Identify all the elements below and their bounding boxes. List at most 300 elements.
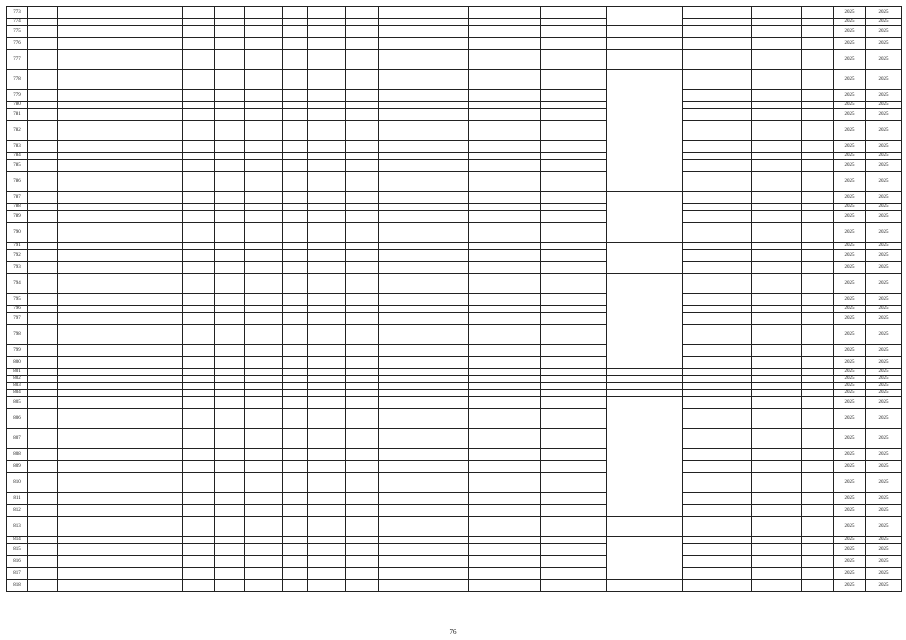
table-row: [7, 517, 902, 537]
work-type-cell: [379, 537, 469, 544]
build-year-cell: [183, 357, 215, 369]
work-type-cell: [379, 461, 469, 473]
address-cell: [58, 376, 183, 383]
category-cell: [215, 211, 245, 223]
row-number-cell: 812: [7, 505, 28, 517]
house-total-cell: [607, 537, 683, 580]
limit-cost-cell: [752, 306, 802, 313]
limit-cost-cell: [752, 357, 802, 369]
floors-cell: [283, 580, 308, 592]
control-cost-cell: [541, 7, 607, 19]
floors-cell: [283, 243, 308, 250]
unit-cost-cell: [683, 243, 752, 250]
work-cost-cell: [469, 102, 541, 109]
floors-cell: [283, 204, 308, 211]
year-end-cell: 2025: [866, 294, 902, 306]
year-start-cell: 2025: [834, 473, 866, 493]
floors-cell: [283, 26, 308, 38]
category-cell: [215, 50, 245, 70]
unit-cost-cell: [683, 369, 752, 376]
year-start-cell: 2025: [834, 369, 866, 376]
house-number-cell: [28, 262, 58, 274]
category-cell: [215, 429, 245, 449]
row-number-cell: 809: [7, 461, 28, 473]
row-number-cell: 775: [7, 26, 28, 38]
address-cell: [58, 505, 183, 517]
year-start-cell: 2025: [834, 7, 866, 19]
year-start-cell: 2025: [834, 544, 866, 556]
row-number-cell: 776: [7, 38, 28, 50]
floors-cell: [283, 376, 308, 383]
address-cell: [58, 26, 183, 38]
control-cost-cell: [541, 192, 607, 204]
work-type-cell: [379, 7, 469, 19]
table-row: [7, 505, 902, 517]
area-cell: [308, 26, 346, 38]
year-end-cell: 2025: [866, 313, 902, 325]
work-cost-cell: [469, 517, 541, 537]
area-cell: [308, 369, 346, 376]
wall-material-cell: [245, 369, 283, 376]
page-number: 76: [449, 628, 457, 636]
area-cell: [308, 313, 346, 325]
category-cell: [215, 325, 245, 345]
rate-cell: [802, 568, 834, 580]
rate-cell: [802, 537, 834, 544]
category-cell: [215, 369, 245, 376]
category-cell: [215, 172, 245, 192]
category-cell: [215, 102, 245, 109]
house-number-cell: [28, 70, 58, 90]
control-cost-cell: [541, 429, 607, 449]
house-number-cell: [28, 243, 58, 250]
build-year-cell: [183, 313, 215, 325]
floors-cell: [283, 102, 308, 109]
area-cell: [308, 383, 346, 390]
house-number-cell: [28, 556, 58, 568]
wall-material-cell: [245, 383, 283, 390]
table-row: [7, 109, 902, 121]
year-end-cell: 2025: [866, 109, 902, 121]
control-cost-cell: [541, 70, 607, 90]
wall-material-cell: [245, 376, 283, 383]
control-cost-cell: [541, 357, 607, 369]
year-end-cell: 2025: [866, 473, 902, 493]
year-start-cell: 2025: [834, 449, 866, 461]
rate-cell: [802, 313, 834, 325]
year-end-cell: 2025: [866, 556, 902, 568]
row-number-cell: 804: [7, 390, 28, 397]
work-cost-cell: [469, 556, 541, 568]
category-cell: [215, 70, 245, 90]
work-type-cell: [379, 449, 469, 461]
row-number-cell: 779: [7, 90, 28, 102]
year-start-cell: 2025: [834, 50, 866, 70]
control-cost-cell: [541, 449, 607, 461]
rate-cell: [802, 294, 834, 306]
year-end-cell: 2025: [866, 409, 902, 429]
work-type-cell: [379, 429, 469, 449]
rate-cell: [802, 102, 834, 109]
year-end-cell: 2025: [866, 250, 902, 262]
work-cost-cell: [469, 204, 541, 211]
floors-cell: [283, 449, 308, 461]
area-cell: [308, 409, 346, 429]
house-number-cell: [28, 313, 58, 325]
work-type-cell: [379, 473, 469, 493]
row-number-cell: 777: [7, 50, 28, 70]
table-row: [7, 70, 902, 90]
wall-material-cell: [245, 556, 283, 568]
table-row: [7, 38, 902, 50]
address-cell: [58, 109, 183, 121]
limit-cost-cell: [752, 250, 802, 262]
floors-cell: [283, 50, 308, 70]
work-cost-cell: [469, 90, 541, 102]
unit-cost-cell: [683, 19, 752, 26]
year-end-cell: 2025: [866, 153, 902, 160]
wall-material-cell: [245, 568, 283, 580]
year-start-cell: 2025: [834, 274, 866, 294]
area-cell: [308, 397, 346, 409]
limit-cost-cell: [752, 568, 802, 580]
area-living-cell: [346, 7, 379, 19]
build-year-cell: [183, 325, 215, 345]
year-start-cell: 2025: [834, 397, 866, 409]
category-cell: [215, 357, 245, 369]
year-start-cell: 2025: [834, 243, 866, 250]
area-living-cell: [346, 160, 379, 172]
work-cost-cell: [469, 121, 541, 141]
rate-cell: [802, 409, 834, 429]
wall-material-cell: [245, 102, 283, 109]
area-cell: [308, 461, 346, 473]
limit-cost-cell: [752, 544, 802, 556]
house-number-cell: [28, 153, 58, 160]
build-year-cell: [183, 153, 215, 160]
area-living-cell: [346, 141, 379, 153]
unit-cost-cell: [683, 390, 752, 397]
row-number-cell: 805: [7, 397, 28, 409]
area-cell: [308, 153, 346, 160]
rate-cell: [802, 90, 834, 102]
work-cost-cell: [469, 376, 541, 383]
address-cell: [58, 397, 183, 409]
build-year-cell: [183, 19, 215, 26]
year-end-cell: 2025: [866, 306, 902, 313]
area-living-cell: [346, 274, 379, 294]
work-cost-cell: [469, 369, 541, 376]
control-cost-cell: [541, 90, 607, 102]
year-end-cell: 2025: [866, 243, 902, 250]
address-cell: [58, 294, 183, 306]
row-number-cell: 807: [7, 429, 28, 449]
row-number-cell: 815: [7, 544, 28, 556]
year-end-cell: 2025: [866, 568, 902, 580]
year-start-cell: 2025: [834, 294, 866, 306]
wall-material-cell: [245, 580, 283, 592]
rate-cell: [802, 473, 834, 493]
wall-material-cell: [245, 357, 283, 369]
address-cell: [58, 192, 183, 204]
floors-cell: [283, 38, 308, 50]
work-type-cell: [379, 493, 469, 505]
build-year-cell: [183, 473, 215, 493]
unit-cost-cell: [683, 580, 752, 592]
house-total-cell: [607, 274, 683, 369]
row-number-cell: 808: [7, 449, 28, 461]
floors-cell: [283, 556, 308, 568]
category-cell: [215, 7, 245, 19]
rate-cell: [802, 262, 834, 274]
floors-cell: [283, 461, 308, 473]
year-end-cell: 2025: [866, 429, 902, 449]
build-year-cell: [183, 250, 215, 262]
house-number-cell: [28, 473, 58, 493]
control-cost-cell: [541, 580, 607, 592]
work-type-cell: [379, 109, 469, 121]
year-start-cell: 2025: [834, 461, 866, 473]
limit-cost-cell: [752, 192, 802, 204]
row-number-cell: 794: [7, 274, 28, 294]
work-type-cell: [379, 211, 469, 223]
floors-cell: [283, 141, 308, 153]
area-cell: [308, 262, 346, 274]
table-row: [7, 204, 902, 211]
address-cell: [58, 580, 183, 592]
work-type-cell: [379, 153, 469, 160]
house-number-cell: [28, 376, 58, 383]
unit-cost-cell: [683, 211, 752, 223]
limit-cost-cell: [752, 397, 802, 409]
address-cell: [58, 172, 183, 192]
row-number-cell: 799: [7, 345, 28, 357]
year-end-cell: 2025: [866, 544, 902, 556]
work-cost-cell: [469, 544, 541, 556]
work-cost-cell: [469, 211, 541, 223]
year-start-cell: 2025: [834, 172, 866, 192]
work-type-cell: [379, 390, 469, 397]
address-cell: [58, 517, 183, 537]
house-total-cell: [607, 369, 683, 376]
area-cell: [308, 160, 346, 172]
work-type-cell: [379, 376, 469, 383]
area-living-cell: [346, 461, 379, 473]
build-year-cell: [183, 102, 215, 109]
area-cell: [308, 211, 346, 223]
category-cell: [215, 397, 245, 409]
control-cost-cell: [541, 294, 607, 306]
year-start-cell: 2025: [834, 121, 866, 141]
year-start-cell: 2025: [834, 38, 866, 50]
wall-material-cell: [245, 345, 283, 357]
category-cell: [215, 493, 245, 505]
work-type-cell: [379, 262, 469, 274]
rate-cell: [802, 50, 834, 70]
area-cell: [308, 192, 346, 204]
unit-cost-cell: [683, 409, 752, 429]
work-cost-cell: [469, 160, 541, 172]
year-end-cell: 2025: [866, 383, 902, 390]
house-number-cell: [28, 38, 58, 50]
control-cost-cell: [541, 313, 607, 325]
category-cell: [215, 192, 245, 204]
area-cell: [308, 544, 346, 556]
address-cell: [58, 38, 183, 50]
limit-cost-cell: [752, 50, 802, 70]
floors-cell: [283, 192, 308, 204]
year-start-cell: 2025: [834, 517, 866, 537]
area-living-cell: [346, 70, 379, 90]
table-row: [7, 409, 902, 429]
floors-cell: [283, 274, 308, 294]
unit-cost-cell: [683, 505, 752, 517]
area-cell: [308, 70, 346, 90]
wall-material-cell: [245, 172, 283, 192]
floors-cell: [283, 517, 308, 537]
address-cell: [58, 121, 183, 141]
category-cell: [215, 306, 245, 313]
area-living-cell: [346, 38, 379, 50]
floors-cell: [283, 262, 308, 274]
floors-cell: [283, 250, 308, 262]
area-living-cell: [346, 409, 379, 429]
rate-cell: [802, 517, 834, 537]
row-number-cell: 798: [7, 325, 28, 345]
house-number-cell: [28, 223, 58, 243]
limit-cost-cell: [752, 383, 802, 390]
control-cost-cell: [541, 109, 607, 121]
rate-cell: [802, 38, 834, 50]
work-type-cell: [379, 409, 469, 429]
floors-cell: [283, 357, 308, 369]
build-year-cell: [183, 294, 215, 306]
house-total-cell: [607, 50, 683, 70]
year-end-cell: 2025: [866, 449, 902, 461]
address-cell: [58, 50, 183, 70]
row-number-cell: 814: [7, 537, 28, 544]
work-cost-cell: [469, 568, 541, 580]
year-start-cell: 2025: [834, 325, 866, 345]
table-row: [7, 243, 902, 250]
area-living-cell: [346, 397, 379, 409]
work-type-cell: [379, 90, 469, 102]
area-living-cell: [346, 325, 379, 345]
work-cost-cell: [469, 345, 541, 357]
build-year-cell: [183, 26, 215, 38]
limit-cost-cell: [752, 493, 802, 505]
house-number-cell: [28, 294, 58, 306]
house-number-cell: [28, 19, 58, 26]
work-cost-cell: [469, 250, 541, 262]
control-cost-cell: [541, 262, 607, 274]
category-cell: [215, 19, 245, 26]
year-end-cell: 2025: [866, 90, 902, 102]
control-cost-cell: [541, 102, 607, 109]
work-type-cell: [379, 397, 469, 409]
limit-cost-cell: [752, 109, 802, 121]
table-row: [7, 294, 902, 306]
floors-cell: [283, 172, 308, 192]
year-end-cell: 2025: [866, 376, 902, 383]
unit-cost-cell: [683, 38, 752, 50]
category-cell: [215, 383, 245, 390]
category-cell: [215, 223, 245, 243]
house-total-cell: [607, 70, 683, 192]
row-number-cell: 793: [7, 262, 28, 274]
limit-cost-cell: [752, 90, 802, 102]
year-start-cell: 2025: [834, 409, 866, 429]
category-cell: [215, 274, 245, 294]
limit-cost-cell: [752, 223, 802, 243]
year-start-cell: 2025: [834, 109, 866, 121]
address-cell: [58, 544, 183, 556]
area-cell: [308, 493, 346, 505]
house-number-cell: [28, 517, 58, 537]
row-number-cell: 785: [7, 160, 28, 172]
area-cell: [308, 517, 346, 537]
build-year-cell: [183, 7, 215, 19]
category-cell: [215, 160, 245, 172]
address-cell: [58, 204, 183, 211]
house-number-cell: [28, 369, 58, 376]
year-end-cell: 2025: [866, 493, 902, 505]
row-number-cell: 806: [7, 409, 28, 429]
house-total-cell: [607, 7, 683, 26]
wall-material-cell: [245, 325, 283, 345]
unit-cost-cell: [683, 262, 752, 274]
table-row: [7, 262, 902, 274]
row-number-cell: 803: [7, 383, 28, 390]
house-number-cell: [28, 141, 58, 153]
work-type-cell: [379, 192, 469, 204]
area-cell: [308, 294, 346, 306]
build-year-cell: [183, 223, 215, 243]
category-cell: [215, 153, 245, 160]
control-cost-cell: [541, 369, 607, 376]
build-year-cell: [183, 274, 215, 294]
category-cell: [215, 294, 245, 306]
floors-cell: [283, 211, 308, 223]
limit-cost-cell: [752, 274, 802, 294]
area-cell: [308, 306, 346, 313]
house-number-cell: [28, 306, 58, 313]
control-cost-cell: [541, 517, 607, 537]
row-number-cell: 818: [7, 580, 28, 592]
address-cell: [58, 357, 183, 369]
area-cell: [308, 357, 346, 369]
row-number-cell: 774: [7, 19, 28, 26]
area-living-cell: [346, 580, 379, 592]
table-row: [7, 141, 902, 153]
rate-cell: [802, 274, 834, 294]
address-cell: [58, 262, 183, 274]
area-cell: [308, 19, 346, 26]
work-type-cell: [379, 121, 469, 141]
work-cost-cell: [469, 109, 541, 121]
area-living-cell: [346, 204, 379, 211]
house-number-cell: [28, 160, 58, 172]
rate-cell: [802, 397, 834, 409]
work-cost-cell: [469, 357, 541, 369]
unit-cost-cell: [683, 325, 752, 345]
control-cost-cell: [541, 461, 607, 473]
unit-cost-cell: [683, 50, 752, 70]
wall-material-cell: [245, 544, 283, 556]
year-start-cell: 2025: [834, 357, 866, 369]
wall-material-cell: [245, 19, 283, 26]
build-year-cell: [183, 160, 215, 172]
